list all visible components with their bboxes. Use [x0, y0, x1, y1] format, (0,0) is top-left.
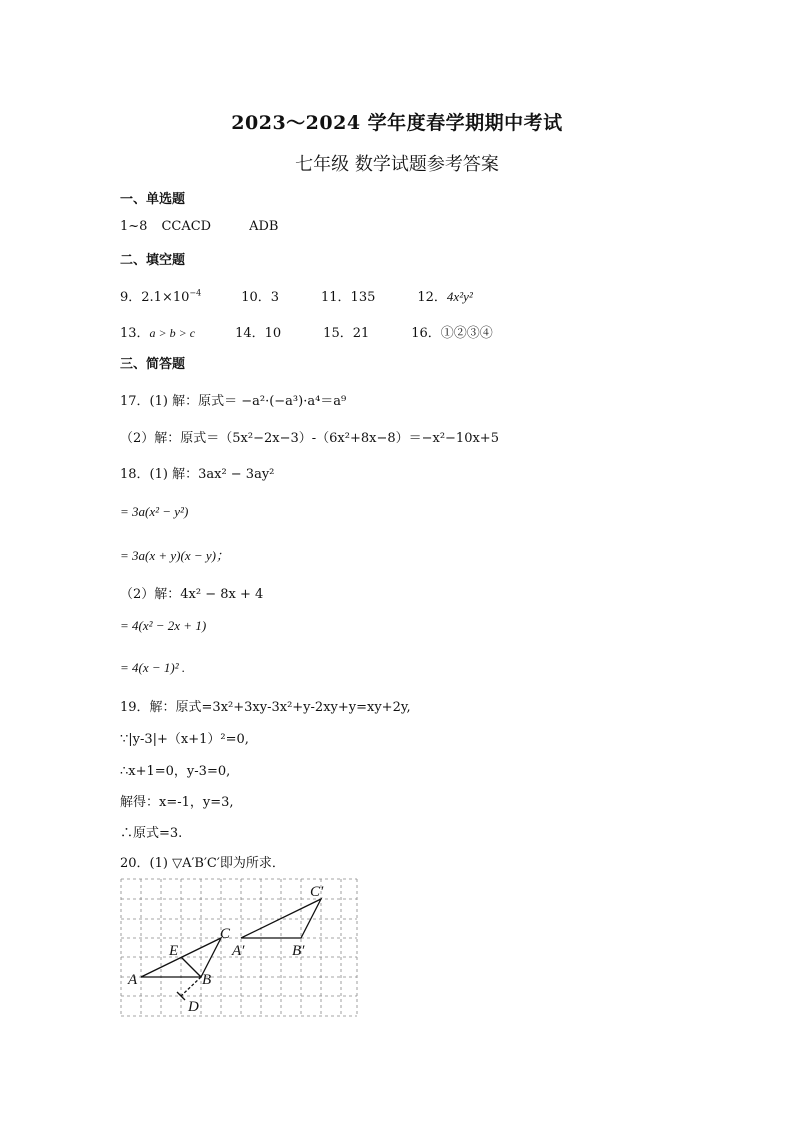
q17-part1: 17．(1) 解：原式＝ −a²·(−a³)·a⁴＝a⁹ [120, 394, 347, 409]
label-d: D [188, 999, 199, 1015]
q18-line3: = 3a(x + y)(x − y)； [120, 548, 229, 563]
choice-range: 1~8 [120, 219, 148, 234]
label-c-prime: C′ [310, 884, 324, 900]
label-a-prime: A′ [232, 943, 245, 959]
section-single-choice: 一、单选题 [120, 192, 186, 207]
choice-group-2: ADB [249, 219, 279, 234]
answer-q16: 16．①②③④ [411, 326, 493, 341]
q18-line5: = 4(x² − 2x + 1) [120, 618, 207, 633]
answer-q9-exponent: −4 [189, 288, 202, 298]
answer-q13: a > b > c [149, 326, 196, 340]
geometry-figure [120, 878, 360, 1020]
q18-line2: = 3a(x² − y²) [120, 504, 189, 519]
q18-line1: 18．(1) 解：3ax² − 3ay² [120, 467, 275, 482]
q19-line4: 解得：x=-1，y=3, [120, 795, 234, 810]
q19-line3: ∴x+1=0，y-3=0, [120, 764, 231, 779]
answer-q13-label: 13． [120, 326, 150, 341]
label-e: E [169, 943, 179, 959]
page-title: 2023～2024 学年度春学期期中考试 [231, 112, 563, 134]
answer-q9 [120, 290, 201, 305]
section-short-answer: 三、简答题 [120, 357, 186, 372]
answer-q15: 15．21 [323, 326, 370, 341]
answer-q12: 4x²y² [446, 289, 473, 304]
answer-q12-label: 12． [417, 290, 447, 305]
choice-answers [120, 219, 278, 234]
answer-q9-base: 9．2.1×10 [120, 290, 190, 305]
q18-line4: （2）解：4x² − 8x + 4 [120, 587, 264, 602]
segment-bd [181, 977, 201, 996]
fill-row-2 [120, 322, 493, 341]
label-b: B [202, 972, 212, 988]
segment-eb [181, 957, 201, 977]
answer-q11: 11．135 [321, 290, 376, 305]
answer-q10: 10．3 [241, 290, 280, 305]
page-subtitle: 七年级 数学试题参考答案 [295, 154, 499, 175]
q19-line5: ∴原式=3. [120, 826, 183, 841]
grid-diagram [120, 878, 360, 1020]
label-a: A [128, 972, 138, 988]
label-b-prime: B′ [292, 943, 305, 959]
fill-row-1 [120, 286, 473, 305]
q18-line6: = 4(x − 1)² . [120, 660, 186, 675]
q19-line1: 19．解：原式=3x²+3xy-3x²+y-2xy+y=xy+2y, [120, 700, 411, 715]
label-c: C [220, 926, 231, 942]
q19-line2: ∵|y-3|+（x+1）²=0, [120, 732, 249, 747]
choice-group-1: CCACD [161, 219, 212, 234]
section-fill-blank: 二、填空题 [120, 253, 186, 268]
q17-part2: （2）解：原式＝（5x²−2x−3）-（6x²+8x−8）＝−x²−10x+5 [120, 431, 499, 446]
answer-q14: 14．10 [235, 326, 282, 341]
q20-line1: 20．(1) ▽A′B′C′即为所求． [120, 856, 285, 871]
